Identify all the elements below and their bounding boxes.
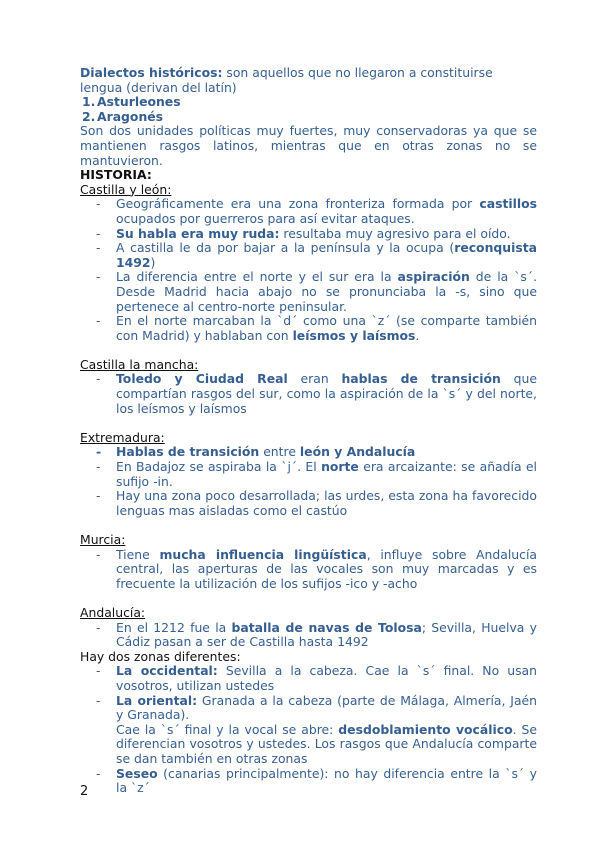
bold-text: hablas de transición — [341, 371, 501, 387]
bold-text: La oriental: — [116, 692, 198, 708]
text: ) — [150, 254, 156, 270]
text: Granada a la cabeza (parte de Málaga, Almería, Jaén y Granada). — [116, 692, 538, 723]
intro-title: Dialectos históricos: — [80, 65, 223, 80]
list-item — [80, 445, 537, 460]
text: era arcaizante: se añadía el sufijo -in. — [116, 459, 537, 489]
dash-bullet: - — [96, 765, 101, 781]
historia-heading — [80, 168, 537, 183]
andalucia-list — [80, 621, 537, 650]
bold-text: castillos — [479, 196, 537, 212]
list-item — [80, 95, 537, 110]
dash-bullet: - — [96, 225, 101, 241]
text: En el norte marcaban la `d´ como una `z´ (se comparte también con Madrid) y hablaban con — [116, 313, 537, 343]
spacer — [80, 518, 537, 533]
text: de la `s´. Desde Madrid hacia abajo no se pronunciaba la -s, sino que pertenece al centro-norte peninsular. — [116, 269, 538, 314]
text: La diferencia entre el norte y el sur era la — [116, 269, 398, 285]
list-item — [80, 110, 537, 125]
list-item — [80, 460, 537, 489]
dash-bullet: - — [96, 488, 101, 504]
historia-label: HISTORIA: — [80, 167, 152, 183]
dash-bullet: - — [96, 240, 101, 256]
text: En Badajoz se aspiraba la `j´. El — [116, 459, 322, 475]
castilla-leon-list — [80, 197, 537, 343]
spacer — [80, 416, 537, 431]
list-number: 2. — [82, 108, 96, 124]
section-heading-murcia: Murcia: — [80, 532, 126, 547]
dash-bullet: - — [96, 371, 101, 387]
bold-text: Su habla era muy ruda: — [116, 225, 280, 241]
text: entre — [259, 444, 300, 460]
list-item — [80, 548, 537, 592]
text: Sevilla a la cabeza. Cae la `s´ final. No usan vosotros, utilizan ustedes — [116, 663, 537, 693]
list-item — [80, 767, 537, 796]
list-item-label: Asturleones — [97, 94, 181, 110]
list-item — [80, 621, 537, 650]
list-item — [80, 227, 537, 242]
dash-bullet: - — [96, 313, 101, 329]
bold-text: La occidental: — [116, 663, 218, 679]
list-item — [80, 314, 537, 343]
text: . Se diferencian vosotros y ustedes. Los rasgos que Andalucía comparte se dan también en otras zonas — [116, 721, 537, 766]
bold-text: norte — [321, 459, 359, 475]
bold-text: aspiración — [397, 269, 470, 285]
text: A castilla le da por bajar a la península y la ocupa ( — [116, 240, 455, 256]
list-item-label: Aragonés — [97, 108, 164, 124]
section-heading-castilla-leon: Castilla y león: — [80, 181, 172, 197]
text: resultaba muy agresivo para el oído. — [279, 225, 511, 241]
dash-bullet: - — [96, 619, 101, 635]
dash-bullet: - — [96, 459, 101, 475]
text: Tiene — [116, 546, 160, 562]
text: , influye sobre Andalucía central, las aperturas de las vocales son muy marcadas y es frecuente la utilización de los sufijos -ico y -acho — [116, 546, 537, 591]
murcia-list — [80, 548, 537, 592]
text: En el 1212 fue la — [116, 619, 232, 635]
section-heading-andalucia: Andalucía: — [80, 604, 146, 620]
dash-bullet: - — [96, 269, 101, 285]
list-item — [80, 664, 537, 693]
intro-paragraph — [80, 66, 537, 95]
dash-bullet: - — [96, 663, 101, 679]
list-item — [80, 372, 537, 416]
intro-para: Son dos unidades políticas muy fuertes, muy conservadoras ya que se mantienen rasgos latinos, mientras que en otras zonas no se mantuvieron. — [80, 123, 537, 168]
bold-text: reconquista 1492 — [116, 240, 537, 270]
zonas-line: Hay dos zonas diferentes: — [80, 648, 241, 664]
text: Geográficamente era una zona fronteriza formada por — [116, 196, 480, 212]
section-heading-castilla-mancha: Castilla la mancha: — [80, 356, 199, 372]
list-item — [80, 241, 537, 270]
text: ; Sevilla, Huelva y Cádiz pasan a ser de Castilla hasta 1492 — [116, 619, 537, 650]
bold-text: batalla de navas de Tolosa — [231, 619, 422, 635]
section-heading-extremadura: Extremadura: — [80, 429, 165, 445]
list-item — [80, 694, 537, 767]
bold-text: león y Andalucía — [299, 444, 416, 460]
bold-text: leísmos y laísmos — [292, 327, 416, 343]
list-item — [80, 270, 537, 314]
extremadura-list — [80, 445, 537, 518]
spacer — [80, 343, 537, 358]
bold-text: desdoblamiento vocálico — [338, 721, 513, 737]
numbered-list — [80, 95, 537, 124]
list-item — [80, 489, 537, 518]
text: que compartían rasgos del sur, como la aspiración de la `s´ y del norte, los leísmos y laísmos — [116, 371, 538, 416]
list-item — [80, 197, 537, 226]
castilla-mancha-list — [80, 372, 537, 416]
text: Hay una zona poco desarrollada; las urdes, esta zona ha favorecido lenguas mas aisladas como el castúo — [116, 488, 537, 518]
dash-bullet: - — [96, 196, 101, 212]
zonas-list — [80, 664, 537, 795]
text: eran — [287, 371, 342, 387]
text: (canarias principalmente): no hay diferencia entre la `s´ y la `z´ — [116, 765, 537, 796]
text: . — [415, 327, 420, 343]
text: ocupados por guerreros para así evitar ataques. — [116, 210, 415, 226]
spacer — [80, 591, 537, 606]
intro-text: son aquellos que no llegaron a constituirse lengua (derivan del latín) — [80, 65, 493, 95]
bold-text: mucha influencia lingüística — [159, 546, 367, 562]
document-body — [80, 66, 537, 796]
dash-bullet: - — [96, 444, 102, 460]
bold-text: Toledo y Ciudad Real — [116, 371, 288, 387]
dash-bullet: - — [96, 692, 101, 708]
page-number: 2 — [80, 784, 89, 799]
list-number: 1. — [82, 94, 96, 110]
bold-text: Hablas de transición — [116, 444, 260, 460]
text: Cae la `s´ final y la vocal se abre: — [116, 721, 339, 737]
dash-bullet: - — [96, 546, 101, 562]
bold-text: Seseo — [116, 765, 158, 781]
